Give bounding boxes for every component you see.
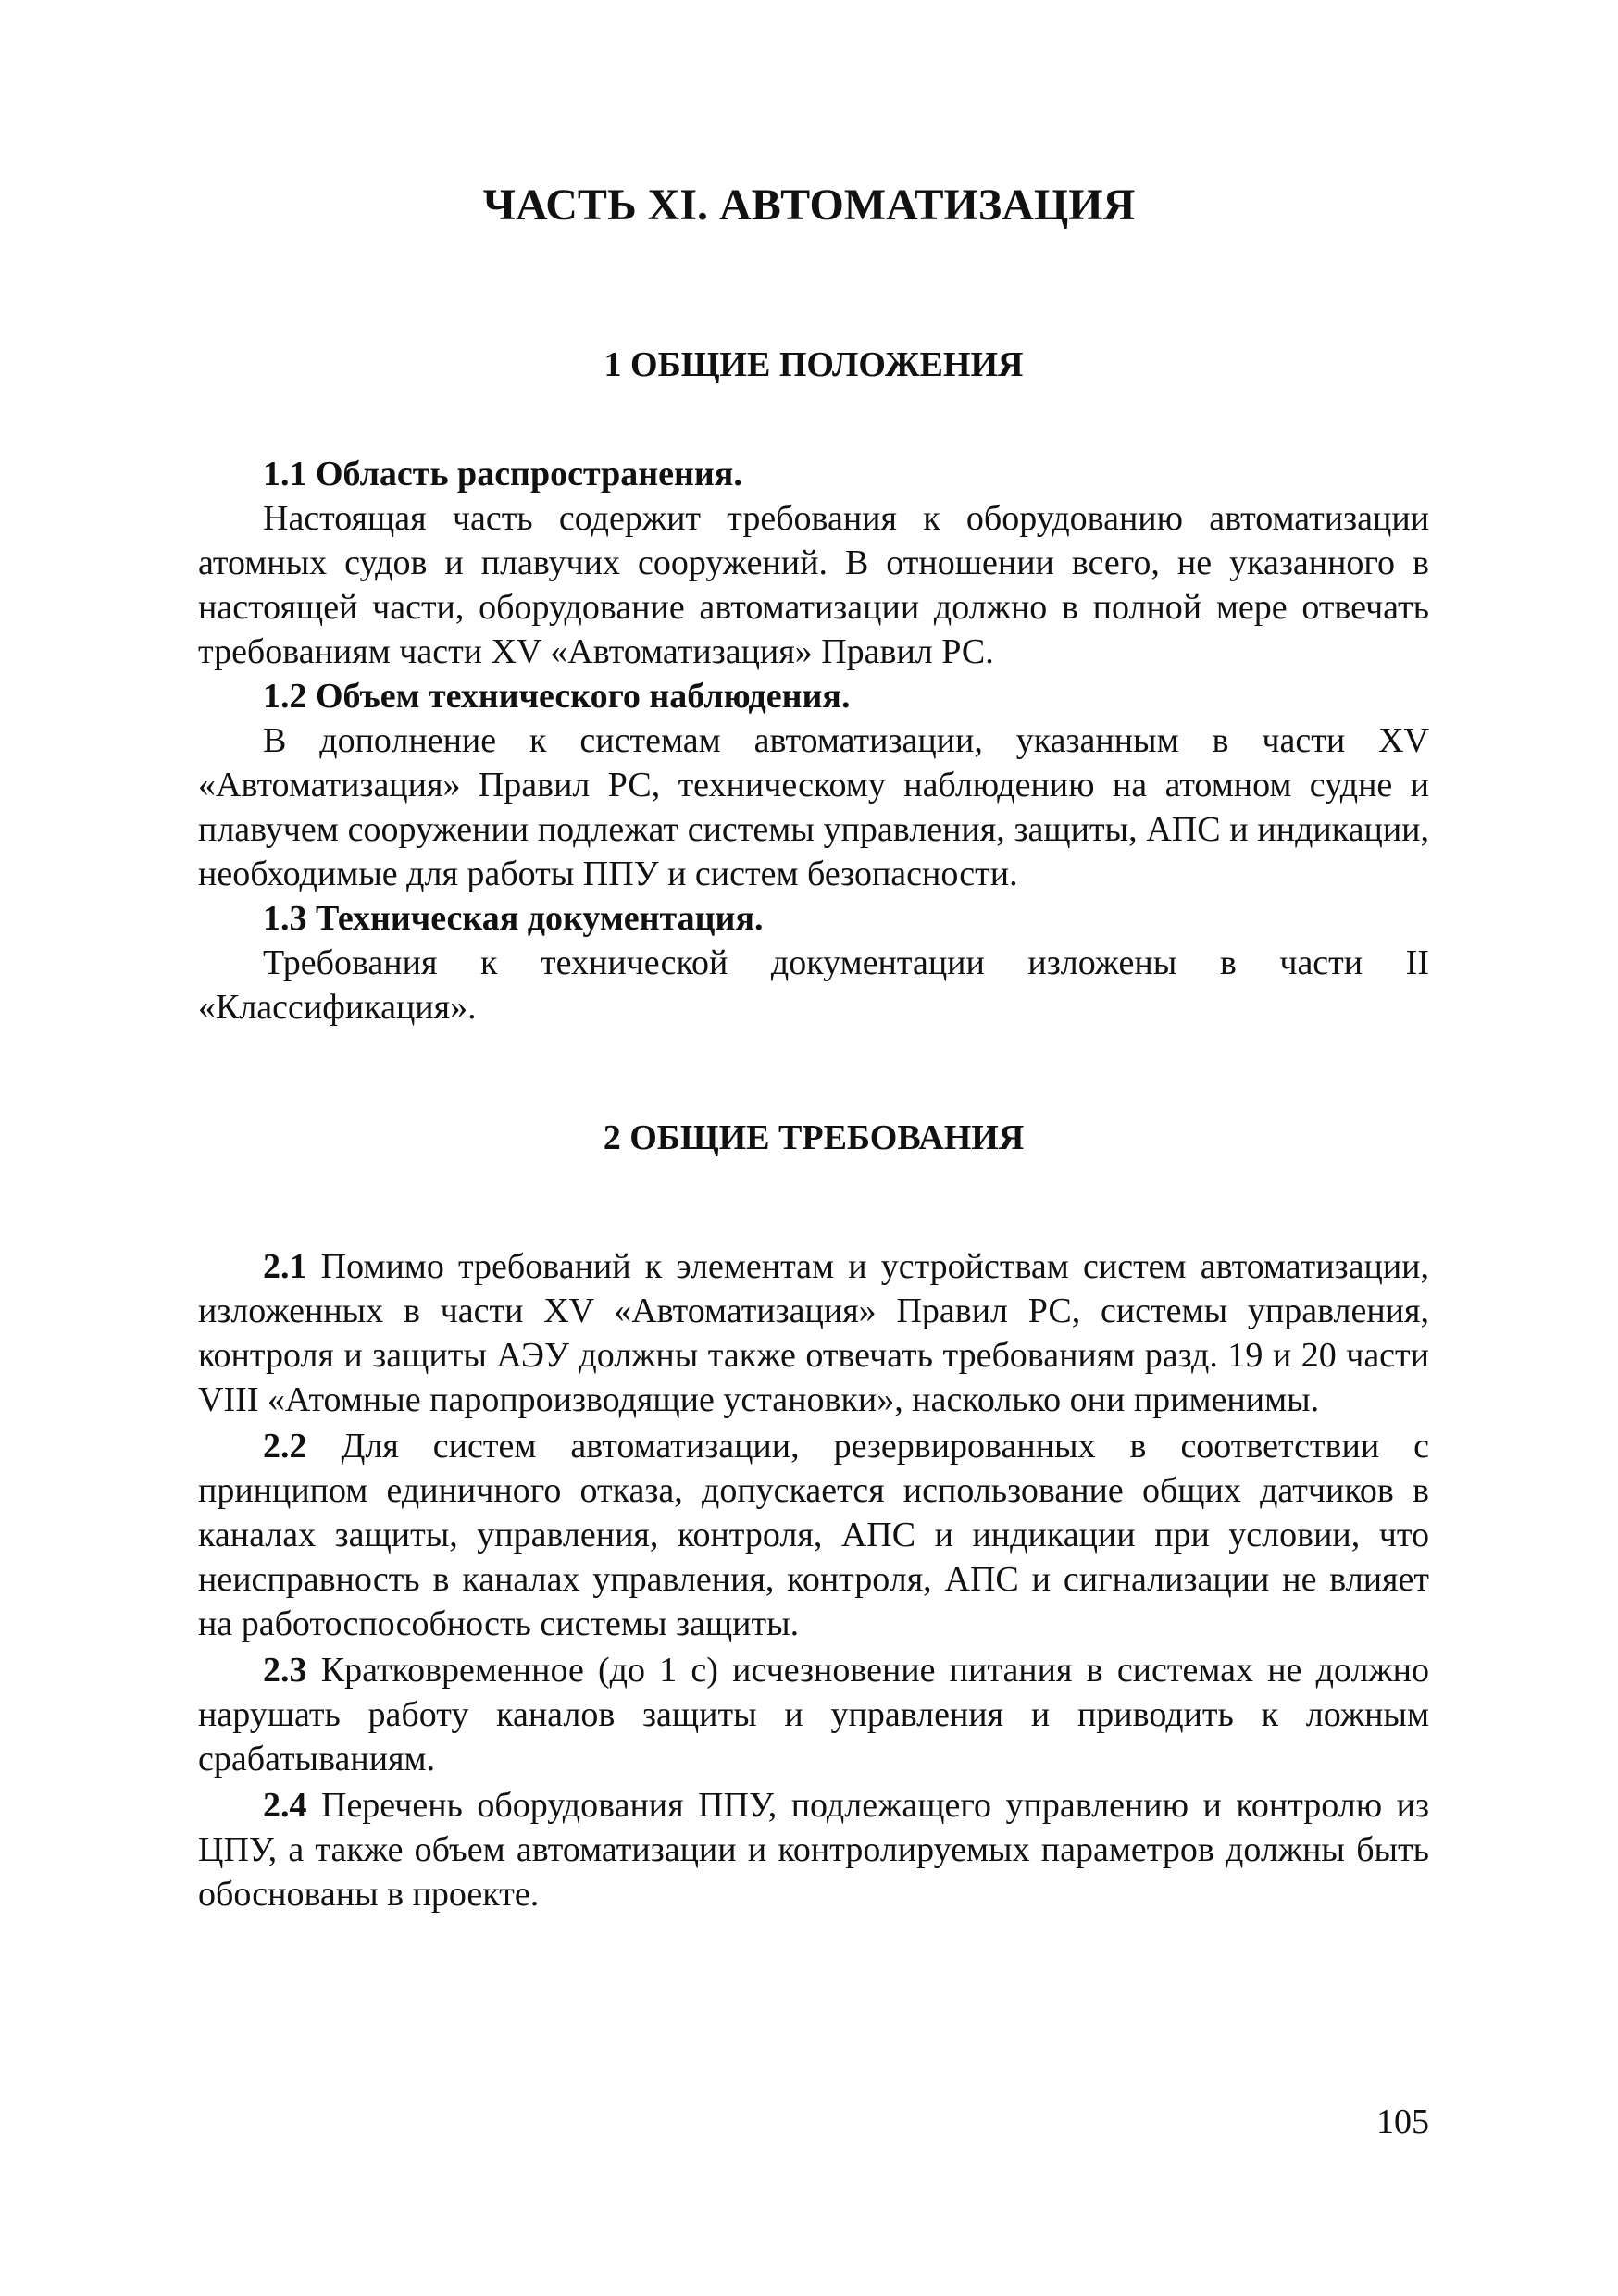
clause-text: Для систем автоматизации, резервированных в соответствии с принципом единичного отказа, допускается использование общих датчиков в каналах защиты, управления, контроля, АПС и индикации при условии, что неисправность в каналах управления, контроля, АПС и сигнализации не влияет на работоспособность системы защиты. <box>198 1427 1429 1643</box>
clause-text: Кратковременное (до 1 с) исчезновение питания в системах не должно нарушать работу каналов защиты и управления и приводить к ложным срабатываниям. <box>198 1651 1430 1778</box>
subsection-1-3-text: Требования к технической документации изложены в части II «Классификация». <box>198 943 1429 1027</box>
subsection-1-3-heading: 1.3 Техническая документация. <box>263 899 764 938</box>
clause-text: Помимо требований к элементам и устройствам систем автоматизации, изложенных в части XV «Автоматизация» Правил РС, системы управления, контроля и защиты АЭУ должны также отвечать требованиям разд. 19 и 20 части VIII «Атомные паропроизводящие установки», насколько они применимы. <box>198 1247 1429 1419</box>
clause-2-2 <box>198 1424 1429 1646</box>
part-title: ЧАСТЬ XI. АВТОМАТИЗАЦИЯ <box>482 181 1136 230</box>
clause-number: 2.4 <box>263 1786 307 1825</box>
section-1-title: 1 ОБЩИЕ ПОЛОЖЕНИЯ <box>604 345 1024 384</box>
subsection-1-1-text: Настоящая часть содержит требования к оборудованию автоматизации атомных судов и плавучих сооружений. В отношении всего, не указанного в настоящей части, оборудование автоматизации должно в полной мере отвечать требованиям части XV «Автоматизация» Правил РС. <box>198 499 1429 671</box>
clause-number: 2.2 <box>263 1427 307 1466</box>
subsection-1-2-text: В дополнение к системам автоматизации, указанным в части XV «Автоматизация» Правил РС, техническому наблюдению на атомном судне и плавучем сооружении подлежат системы управления, защиты, АПС и индикации, необходимые для работы ППУ и систем безопасности. <box>198 721 1429 893</box>
clause-2-3 <box>198 1648 1429 1781</box>
clause-number: 2.1 <box>263 1247 307 1286</box>
clause-2-4 <box>198 1783 1429 1916</box>
section-2-title: 2 ОБЩИЕ ТРЕБОВАНИЯ <box>603 1118 1025 1157</box>
subsection-1-1-heading: 1.1 Область распространения. <box>263 455 742 493</box>
clause-number: 2.3 <box>263 1651 307 1690</box>
clause-2-1 <box>198 1244 1429 1422</box>
subsection-1-2-heading: 1.2 Объем технического наблюдения. <box>263 677 851 716</box>
clause-text: Перечень оборудования ППУ, подлежащего управлению и контролю из ЦПУ, а также объем автоматизации и контролируемых параметров должны быть обоснованы в проекте. <box>198 1786 1429 1914</box>
page-number: 105 <box>1376 2103 1429 2141</box>
section-2-body <box>198 1244 1429 1918</box>
section-1-body <box>198 452 1429 1029</box>
